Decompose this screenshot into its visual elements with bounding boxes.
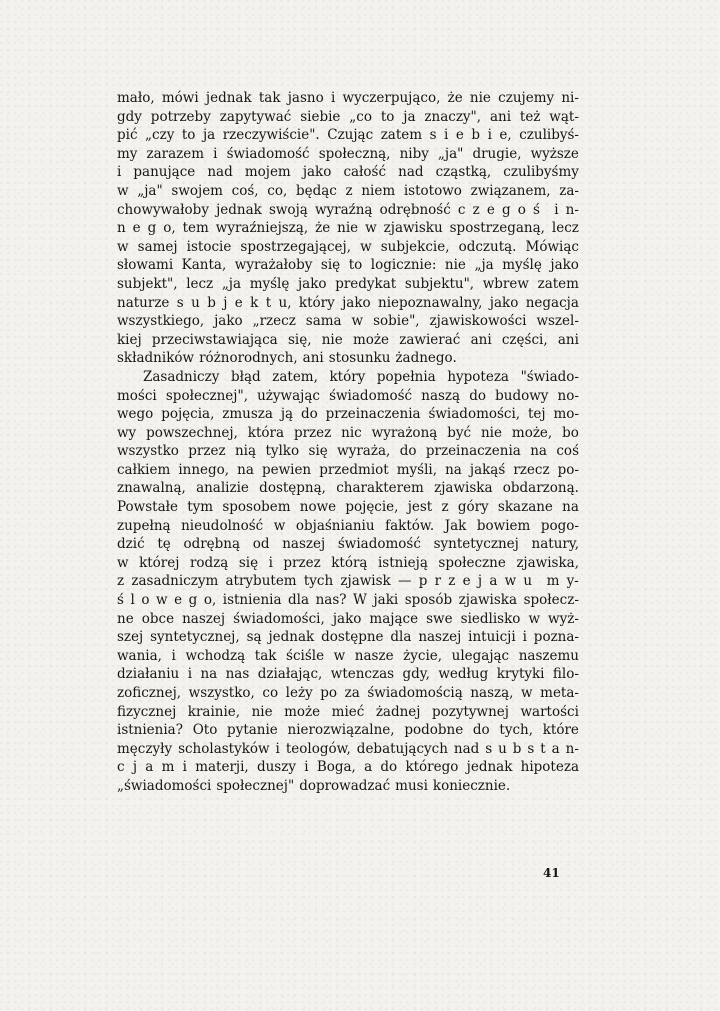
text-line: w samej istocie spostrzegającej, w subjekcie, odczutą. Mówiąc: [117, 238, 579, 255]
text-line: istnienia? Oto pytanie nierozwiązalne, podobne do tych, które: [117, 722, 579, 739]
text-line: c j a m i materji, duszy i Boga, a do którego jednak hipoteza: [117, 759, 579, 776]
text-line: w której rodzą się i przez którą istnieją społeczne zjawiska,: [117, 554, 579, 571]
text-line: dzić tę odrębną od naszej świadomość syntetycznej natury,: [117, 536, 579, 553]
text-line: kiej przeciwstawiająca się, nie może zawierać ani części, ani: [117, 331, 579, 348]
text-line: gdy potrzeby zapytywać siebie „co to ja znaczy", ani też wąt-: [117, 108, 579, 125]
text-line: ś l o w e g o, istnienia dla nas? W jaki sposób zjawiska społecz-: [117, 592, 579, 609]
text-line: wy powszechnej, która przez nic wyrażoną być nie może, bo: [117, 424, 579, 441]
text-line: fizycznej krainie, nie może mieć żadnej pozytywnej wartości: [117, 703, 579, 720]
body-text: [117, 89, 579, 796]
text-line: ne obce naszej świadomości, jako mające swe siedlisko w wyż-: [117, 610, 579, 627]
text-line: pić „czy to ja rzeczywiście". Czując zatem s i e b i e, czulibyś-: [117, 127, 579, 144]
text-line: Powstałe tym sposobem nowe pojęcie, jest z góry skazane na: [117, 499, 579, 516]
text-line: wego pojęcia, zmusza ją do przeinaczenia świadomości, tej mo-: [117, 406, 579, 423]
text-line: działaniu i na nas działając, wtenczas gdy, według krytyki filo-: [117, 666, 579, 683]
text-line: zoficznej, wszystko, co leży po za świadomością naszą, w meta-: [117, 685, 579, 701]
text-line: my zarazem i świadomość społeczną, niby „ja" drugie, wyższe: [117, 145, 579, 162]
text-line: wania, i wchodzą tak ściśle w nasze życie, ulegając naszemu: [117, 647, 579, 664]
text-line: mało, mówi jednak tak jasno i wyczerpująco, że nie czujemy ni-: [117, 90, 579, 106]
text-line: z zasadniczym atrybutem tych zjawisk — p r z e j a w u m y-: [117, 573, 579, 590]
page-number: 41: [543, 866, 560, 880]
text-line: w „ja" swojem coś, co, będąc z niem istotowo związanem, za-: [117, 182, 579, 199]
text-line: męczyły scholastyków i teologów, debatujących nad s u b s t a n-: [117, 740, 579, 757]
text-line: subjekt", lecz „ja myślę jako predykat subjektu", wbrew zatem: [117, 275, 579, 292]
text-line: naturze s u b j e k t u, który jako niepoznawalny, jako negacja: [117, 294, 579, 311]
text-line: szej syntetycznej, są jednak dostępne dla naszej intuicji i pozna-: [117, 629, 579, 646]
text-line: wszystkiego, jako „rzecz sama w sobie", zjawiskowości wszel-: [117, 313, 579, 330]
text-line: słowami Kanta, wyrażałoby się to logicznie: nie „ja myślę jako: [117, 257, 579, 274]
text-line: znawalną, analizie dostępną, charakterem zjawiska obdarzoną.: [117, 480, 579, 497]
text-line: i panujące nad mojem jako całość nad cząstką, czulibyśmy: [117, 164, 579, 181]
text-line: Zasadniczy błąd zatem, który popełnia hypoteza "świado-: [143, 368, 579, 385]
text-line: składników różnorodnych, ani stosunku żadnego.: [117, 350, 457, 367]
text-line: zupełną nieudolność w objaśnianiu faktów. Jak bowiem pogo-: [117, 517, 579, 534]
text-line: chowywałoby jednak swoją wyraźną odrębność c z e g o ś i n-: [117, 201, 579, 218]
text-line: n e g o, tem wyraźniejszą, że nie w zjawisku spostrzeganą, lecz: [117, 220, 579, 237]
text-line: mości społecznej", używając świadomość naszą do budowy no-: [117, 387, 579, 404]
text-line: całkiem innego, na pewien przedmiot myśli, na jakąś rzecz po-: [117, 461, 579, 478]
text-line: „świadomości społecznej" doprowadzać musi koniecznie.: [117, 777, 511, 794]
text-line: wszystko przez nią tylko się wyraża, do przeinaczenia na coś: [117, 443, 579, 460]
